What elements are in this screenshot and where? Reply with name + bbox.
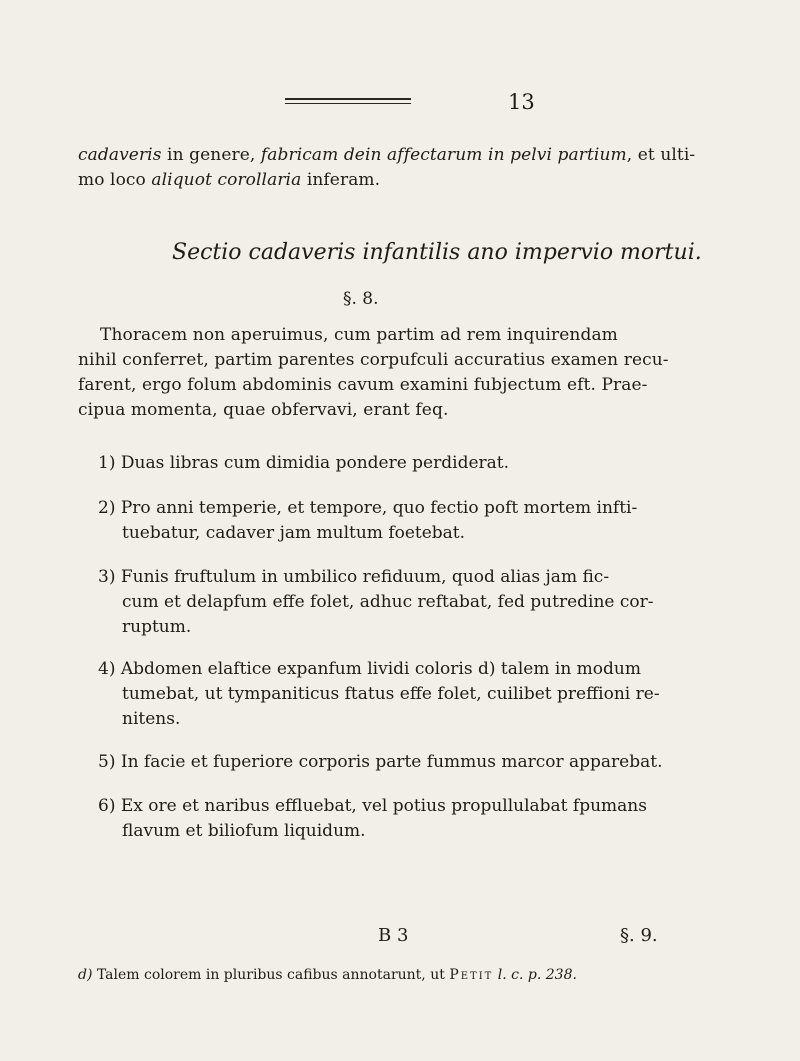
header-rule [285,98,411,104]
footnote-ref: l. c. p. 238. [493,967,577,983]
intro-line-2 [78,170,380,190]
intro-italic: fabricam dein affectarum in pelvi partium [260,145,627,165]
item-line: Abdomen elaftice expanfum lividi coloris d) talem in modum [120,659,641,679]
item-line: Duas libras cum dimidia pondere perdiderat. [120,453,510,473]
item-line: ruptum. [122,617,192,637]
paragraph-line: nihil conferret, partim parentes corpufculi accuratius examen recu- [78,350,669,370]
list-item [98,453,509,473]
paragraph-line: farent, ergo folum abdominis cavum examini fubjectum eft. Prae- [78,375,648,395]
item-number: 2) [98,498,116,518]
paragraph-line: Thoracem non aperuimus, cum partim ad rem inquirendam [100,325,618,345]
intro-text: in genere, [161,145,261,165]
footnote-text: Talem colorem in pluribus cafibus annotarunt, ut [92,967,450,983]
item-number: 5) [98,752,116,772]
item-line: cum et delapfum effe folet, adhuc reftabat, fed putredine cor- [122,592,654,612]
intro-text-end: inferam. [301,170,381,190]
paragraph-sign: §. 8. [343,289,379,309]
footnote-mark: d) [78,967,93,983]
list-item [98,752,662,772]
intro-text-end: , et ulti- [626,145,696,165]
list-item [98,659,641,679]
list-item [98,498,637,518]
intro-line-1 [78,145,695,165]
item-number: 4) [98,659,116,679]
page-number: 13 [508,90,535,114]
list-item [98,567,609,587]
item-number: 1) [98,453,116,473]
item-number: 3) [98,567,116,587]
list-item [98,796,647,816]
item-line: tumebat, ut tympaniticus ftatus effe folet, cuilibet preffioni re- [122,684,660,704]
item-line: Funis fruftulum in umbilico refiduum, quod alias jam fic- [120,567,610,587]
intro-word: cadaveris [78,145,162,165]
item-line: Ex ore et naribus effluebat, vel potius propullulabat fpumans [120,796,647,816]
item-line: In facie et fuperiore corporis parte fummus marcor apparebat. [120,752,663,772]
intro-italic: aliquot corollaria [151,170,302,190]
item-line: flavum et biliofum liquidum. [122,821,366,841]
catchword: §. 9. [620,925,658,946]
intro-text: mo loco [78,170,152,190]
footnote [78,967,577,983]
signature-mark: B 3 [378,925,409,946]
section-heading: Sectio cadaveris infantilis ano impervio mortui. [172,240,702,265]
item-line: Pro anni temperie, et tempore, quo fectio poft mortem infti- [120,498,638,518]
item-line: nitens. [122,709,181,729]
item-number: 6) [98,796,116,816]
paragraph-line: cipua momenta, quae obfervavi, erant feq. [78,400,449,420]
footnote-author: Petit [449,967,494,983]
item-line: tuebatur, cadaver jam multum foetebat. [122,523,466,543]
